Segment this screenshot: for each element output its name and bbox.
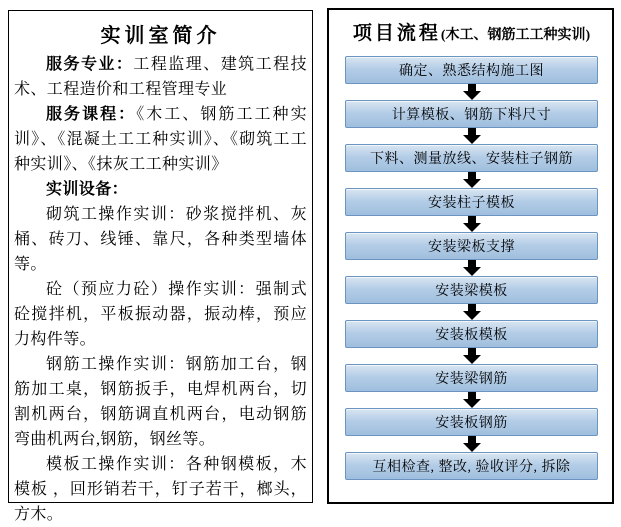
flow-step-box — [345, 188, 598, 216]
flowchart — [345, 56, 598, 480]
flow-step-label: 安装梁模板 — [435, 284, 508, 299]
down-arrow-icon — [345, 260, 598, 276]
flowchart-title-sub: (木工、钢筋工工种实训) — [440, 28, 591, 43]
flowchart-panel — [327, 8, 614, 504]
flow-step-box — [345, 56, 598, 84]
paragraph-text: 模板工操作实训：各种钢模板，木模板 ，回形销若干，钉子若干，榔头，方木。 — [14, 456, 307, 523]
paragraph-text: 工程监理、建筑工程技术、工程造价和工程管理专业 — [14, 56, 307, 98]
intro-paragraph — [14, 52, 307, 102]
down-arrow-icon — [345, 436, 598, 452]
arrow-stem — [468, 304, 476, 311]
arrow-head — [463, 135, 481, 144]
arrow-stem — [468, 84, 476, 91]
arrow-stem — [468, 128, 476, 135]
intro-paragraph — [14, 177, 307, 202]
flow-step-label: 互相检查, 整改, 验收评分, 拆除 — [372, 460, 571, 475]
arrow-head — [463, 311, 481, 320]
flow-step-label: 安装板模板 — [435, 328, 508, 343]
arrow-stem — [468, 392, 476, 399]
paragraph-lead-label: 服务课程： — [46, 106, 137, 123]
flow-step-box — [345, 364, 598, 392]
arrow-stem — [468, 260, 476, 267]
arrow-head — [463, 399, 481, 408]
arrow-stem — [468, 436, 476, 443]
paragraph-text: 《木工、钢筋工工种实训》、《混凝土工工种实训》、《砌筑工工种实训》、《抹灰工工种实训》 — [14, 106, 307, 173]
flow-step-label: 安装梁钢筋 — [435, 372, 508, 387]
down-arrow-icon — [345, 172, 598, 188]
intro-paragraph — [14, 352, 307, 452]
flow-step-box — [345, 452, 598, 480]
flow-step-box — [345, 320, 598, 348]
intro-paragraph — [14, 102, 307, 177]
flow-step-box — [345, 232, 598, 260]
flow-step-label: 安装板钢筋 — [435, 416, 508, 431]
flowchart-title-main: 项目流程 — [352, 23, 441, 44]
arrow-head — [463, 443, 481, 452]
arrow-head — [463, 267, 481, 276]
paragraph-lead-label: 实训设备： — [46, 181, 129, 198]
flow-step-label: 安装梁板支撑 — [428, 240, 515, 255]
flow-step-box — [345, 144, 598, 172]
paragraph-text: 砌筑工操作实训：砂浆搅拌机、灰桶、砖刀、线锤、靠尺，各种类型墙体等。 — [14, 206, 307, 273]
arrow-stem — [468, 348, 476, 355]
arrow-stem — [468, 172, 476, 179]
intro-paragraphs — [14, 52, 307, 527]
intro-panel-title: 实训室简介 — [100, 25, 221, 47]
down-arrow-icon — [345, 128, 598, 144]
flow-step-box — [345, 100, 598, 128]
flow-step-label: 下料、测量放线、安装柱子钢筋 — [370, 152, 573, 167]
flow-step-label: 计算模板、钢筋下料尺寸 — [391, 108, 552, 123]
arrow-head — [463, 355, 481, 364]
paragraph-text: 砼（预应力砼）操作实训：强制式砼搅拌机，平板振动器，振动棒，预应力构件等。 — [14, 281, 307, 348]
flow-step-box — [345, 276, 598, 304]
flow-step-label: 安装柱子模板 — [428, 196, 515, 211]
paragraph-lead-label: 服务专业： — [46, 56, 134, 73]
arrow-head — [463, 179, 481, 188]
flow-step-label: 确定、熟悉结构施工图 — [399, 64, 544, 79]
paragraph-text: 钢筋工操作实训：钢筋加工台，钢筋加工桌，钢筋扳手，电焊机两台，切割机两台，钢筋调直机两台，电动钢筋弯曲机两台,钢筋，钢丝等。 — [14, 356, 307, 448]
intro-paragraph — [14, 202, 307, 277]
intro-panel — [8, 10, 313, 523]
flowchart-title — [345, 18, 598, 45]
intro-paragraph — [14, 277, 307, 352]
intro-paragraph — [14, 452, 307, 527]
down-arrow-icon — [345, 392, 598, 408]
arrow-stem — [468, 216, 476, 223]
arrow-head — [463, 91, 481, 100]
flow-step-box — [345, 408, 598, 436]
down-arrow-icon — [345, 348, 598, 364]
down-arrow-icon — [345, 304, 598, 320]
down-arrow-icon — [345, 84, 598, 100]
arrow-head — [463, 223, 481, 232]
down-arrow-icon — [345, 216, 598, 232]
